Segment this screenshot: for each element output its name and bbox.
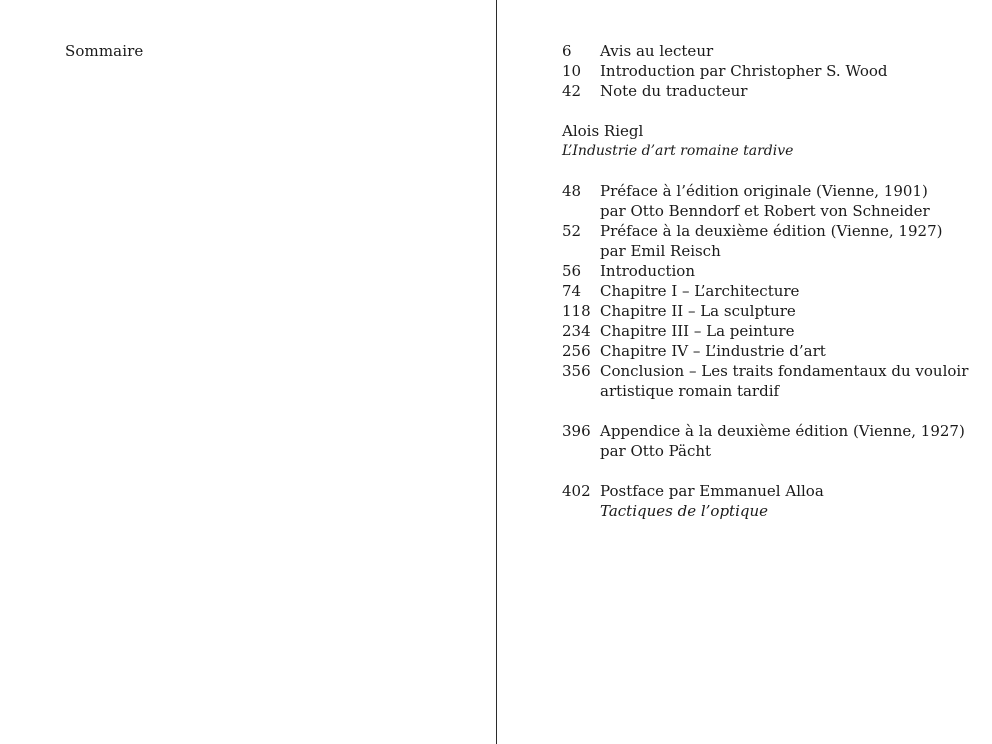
toc-entry-title: Postface par Emmanuel Alloa: [600, 482, 824, 500]
toc-entry: [562, 261, 982, 281]
toc-page-number: 256: [562, 342, 591, 360]
toc-entry: [562, 301, 982, 321]
toc-entry: [562, 481, 982, 521]
toc-entry-title: Conclusion – Les traits fondamentaux du vouloir: [600, 362, 969, 380]
toc-entry-title: Note du traducteur: [600, 82, 748, 100]
toc-page-number: 48: [562, 182, 582, 200]
toc-page-number: 118: [562, 302, 591, 320]
toc-entry: [562, 421, 982, 461]
front-matter-list: [562, 41, 982, 101]
toc-entry-title: Introduction par Christopher S. Wood: [600, 62, 888, 80]
toc-entry-title: Chapitre IV – L’industrie d’art: [600, 342, 826, 360]
toc-entry-title: Avis au lecteur: [600, 42, 714, 60]
toc-entry-subtitle: par Otto Pächt: [600, 442, 712, 460]
toc-entry-subtitle: artistique romain tardif: [600, 382, 780, 400]
toc-entry-subtitle: par Otto Benndorf et Robert von Schneider: [600, 202, 930, 220]
toc-page-number: 52: [562, 222, 582, 240]
toc-page-number: 42: [562, 82, 582, 100]
toc-entry-title: Chapitre II – La sculpture: [600, 302, 796, 320]
toc-page-number: 356: [562, 362, 591, 380]
toc-entry-subtitle: par Emil Reisch: [600, 242, 721, 260]
toc-entry: [562, 41, 982, 61]
appendix-list: [562, 421, 982, 461]
table-of-contents: [562, 41, 982, 521]
postface-list: [562, 481, 982, 521]
toc-entry: [562, 321, 982, 341]
work-author: Alois Riegl: [562, 122, 644, 140]
toc-entry-subtitle: Tactiques de l’optique: [600, 502, 769, 520]
toc-page-number: 396: [562, 422, 591, 440]
contents-list: [562, 181, 982, 401]
toc-entry-title: Chapitre I – L’architecture: [600, 282, 800, 300]
toc-page-number: 74: [562, 282, 582, 300]
toc-entry-title: Préface à la deuxième édition (Vienne, 1927): [600, 222, 943, 240]
toc-entry-title: Appendice à la deuxième édition (Vienne, 1927): [600, 422, 965, 440]
work-header: [562, 121, 982, 161]
toc-entry-title: Introduction: [600, 262, 695, 280]
toc-entry-title: Préface à l’édition originale (Vienne, 1901): [600, 182, 928, 200]
toc-page-number: 402: [562, 482, 591, 500]
toc-page-number: 6: [562, 42, 572, 60]
toc-page-number: 10: [562, 62, 582, 80]
toc-entry: [562, 341, 982, 361]
toc-entry: [562, 361, 982, 401]
toc-entry: [562, 81, 982, 101]
toc-entry: [562, 181, 982, 221]
toc-page-number: 56: [562, 262, 582, 280]
toc-entry-title: Chapitre III – La peinture: [600, 322, 795, 340]
toc-heading: Sommaire: [65, 42, 144, 60]
toc-entry: [562, 281, 982, 301]
toc-entry: [562, 221, 982, 261]
toc-page-number: 234: [562, 322, 591, 340]
right-page: [497, 0, 992, 744]
toc-entry: [562, 61, 982, 81]
work-title: L’Industrie d’art romaine tardive: [562, 143, 794, 159]
